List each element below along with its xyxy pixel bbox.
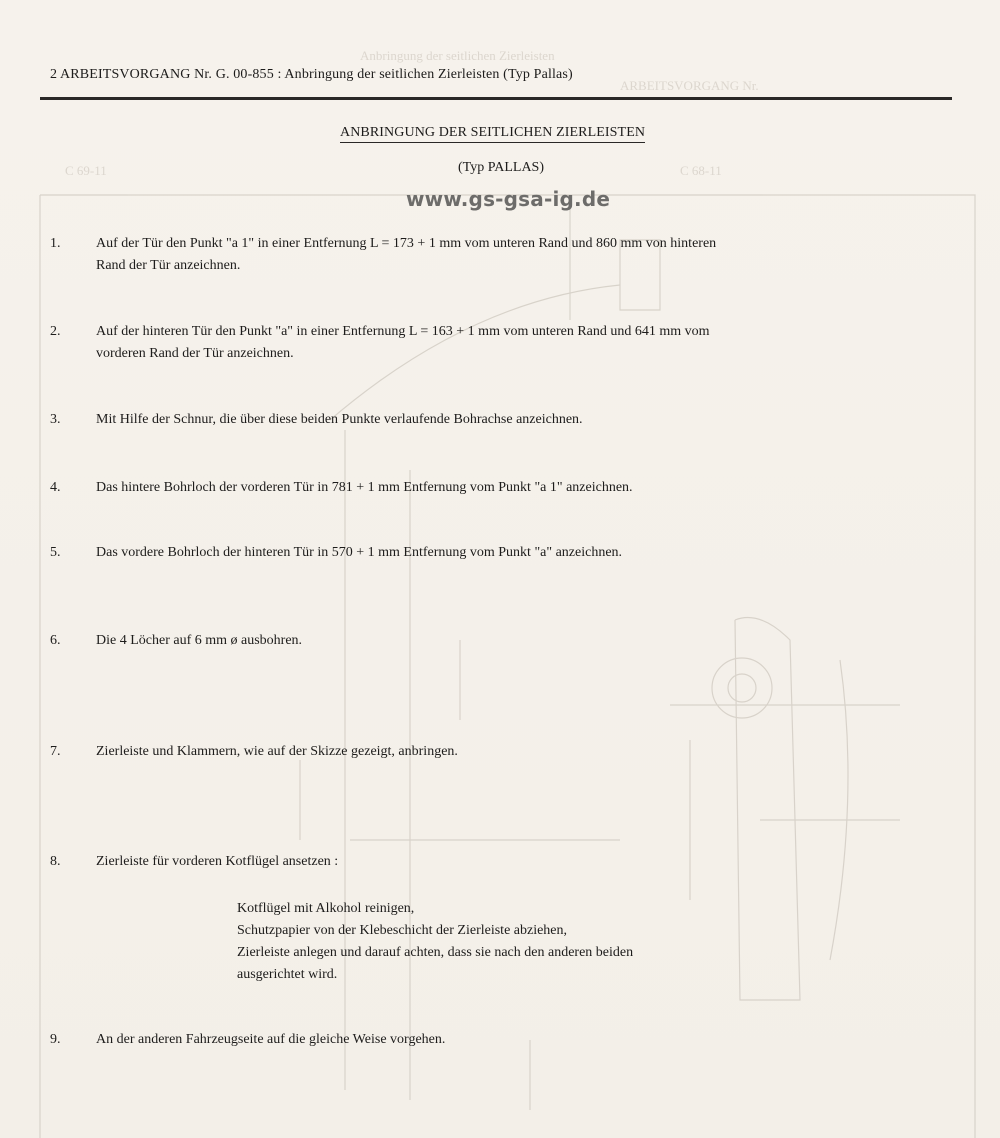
step-text: Zierleiste für vorderen Kotflügel ansetzen : <box>96 854 339 869</box>
step-number: 8. <box>50 854 61 869</box>
substep-line: Kotflügel mit Alkohol reinigen, <box>237 901 415 916</box>
step-text: Zierleiste und Klammern, wie auf der Skizze gezeigt, anbringen. <box>96 744 458 759</box>
svg-text:C 69-11: C 69-11 <box>65 163 107 178</box>
step-text: Auf der hinteren Tür den Punkt "a" in einer Entfernung L = 163 + 1 mm vom unteren Rand und 641 mm vom vorderen Rand der Tür anzeichnen. <box>96 324 710 361</box>
step-number: 9. <box>50 1032 61 1047</box>
step-number: 6. <box>50 633 61 648</box>
document-title: ANBRINGUNG DER SEITLICHEN ZIERLEISTEN <box>340 125 645 143</box>
step-text: Das hintere Bohrloch der vorderen Tür in 781 + 1 mm Entfernung vom Punkt "a 1" anzeichnen. <box>96 480 633 495</box>
step-text: An der anderen Fahrzeugseite auf die gleiche Weise vorgehen. <box>96 1032 446 1047</box>
document-subtitle: (Typ PALLAS) <box>458 160 545 175</box>
page-header: 2 ARBEITSVORGANG Nr. G. 00-855 : Anbringung der seitlichen Zierleisten (Typ Pallas) <box>50 67 573 82</box>
substep-line: Zierleiste anlegen und darauf achten, dass sie nach den anderen beiden <box>237 945 634 960</box>
step-number: 7. <box>50 744 61 759</box>
step-number: 3. <box>50 412 61 427</box>
svg-text:ARBEITSVORGANG Nr.: ARBEITSVORGANG Nr. <box>620 78 759 93</box>
step-text: Mit Hilfe der Schnur, die über diese beiden Punkte verlaufende Bohrachse anzeichnen. <box>96 412 583 427</box>
step-text: Die 4 Löcher auf 6 mm ø ausbohren. <box>96 633 303 648</box>
substep-line: ausgerichtet wird. <box>237 967 338 982</box>
step-text: Auf der Tür den Punkt "a 1" in einer Entfernung L = 173 + 1 mm vom unteren Rand und 860 mm von hinteren Rand der Tür anzeichnen. <box>96 236 717 273</box>
step-number: 5. <box>50 545 61 560</box>
step-number: 2. <box>50 324 61 339</box>
step-8-substeps <box>237 898 797 986</box>
step-number: 1. <box>50 236 61 251</box>
substep-line: Schutzpapier von der Klebeschicht der Zierleiste abziehen, <box>237 923 568 938</box>
step-number: 4. <box>50 480 61 495</box>
website-watermark: www.gs-gsa-ig.de <box>406 187 611 211</box>
svg-text:Anbringung der seitlichen Zier: Anbringung der seitlichen Zierleisten <box>360 48 555 63</box>
svg-text:C 68-11: C 68-11 <box>680 163 722 178</box>
step-text: Das vordere Bohrloch der hinteren Tür in 570 + 1 mm Entfernung vom Punkt "a" anzeichnen. <box>96 545 623 560</box>
header-rule <box>40 97 952 100</box>
